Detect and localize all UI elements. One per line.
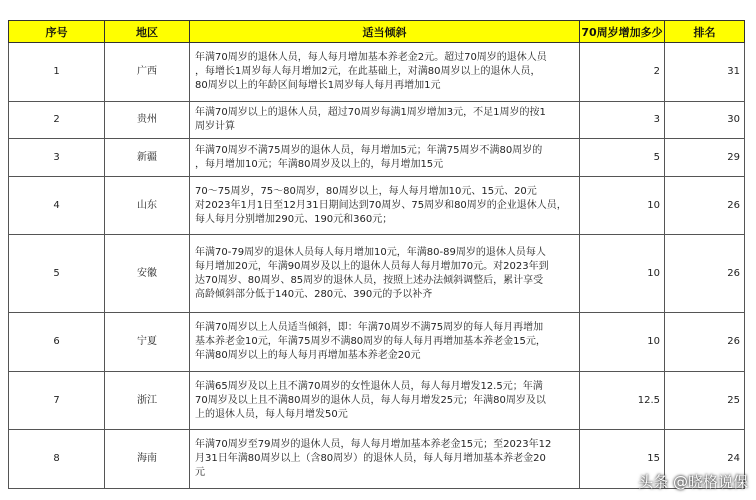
policy-line: 上的退休人员，每人每月增发50元 <box>195 408 348 420</box>
row-increase: 2 <box>580 43 665 102</box>
row-region: 浙江 <box>105 372 190 430</box>
policy-line: 每月增加20元，年满90周岁及以上的退休人员每人每月增加70元。对2023年到 <box>195 260 549 272</box>
policy-line: 高龄倾斜部分低于140元、280元、390元的予以补齐 <box>195 288 433 300</box>
header-region: 地区 <box>105 21 190 43</box>
row-rank: 30 <box>665 102 745 139</box>
row-region: 海南 <box>105 430 190 489</box>
row-region: 贵州 <box>105 102 190 139</box>
watermark: 头条 @晓格说保 <box>638 473 748 491</box>
policy-line: 元 <box>195 467 205 478</box>
policy-line: 70～75周岁，75～80周岁，80周岁以上，每人每月增加10元、15元、20元 <box>195 185 537 197</box>
row-rank: 25 <box>665 372 745 430</box>
row-increase: 5 <box>580 139 665 177</box>
row-policy <box>190 102 580 139</box>
policy-line: 年满70周岁至79周岁的退休人员，每人每月增加基本养老金15元；至2023年12 <box>195 439 552 450</box>
pension-table <box>8 20 745 489</box>
row-policy <box>190 235 580 313</box>
header-increase: 70周岁增加多少 <box>580 21 665 43</box>
policy-line: 年满70周岁以上的退休人员，超过70周岁每满1周岁增加3元，不足1周岁的按1 <box>195 107 546 118</box>
table-row <box>9 102 745 139</box>
row-no: 3 <box>9 139 105 177</box>
policy-line: 周岁计算 <box>195 121 235 132</box>
row-increase: 10 <box>580 235 665 313</box>
policy-line: ，每增长1周岁每人每月增加2元，在此基础上，对满80周岁以上的退休人员， <box>195 66 541 77</box>
row-region: 宁夏 <box>105 313 190 372</box>
policy-line: 年满70-79周岁的退休人员每人每月增加10元，年满80-89周岁的退休人员每人 <box>195 246 546 258</box>
row-region: 广西 <box>105 43 190 102</box>
policy-line: 年满65周岁及以上且不满70周岁的女性退休人员，每人每月增发12.5元；年满 <box>195 380 543 392</box>
row-no: 8 <box>9 430 105 489</box>
table-row <box>9 372 745 430</box>
row-region: 山东 <box>105 177 190 235</box>
header-rank: 排名 <box>665 21 745 43</box>
row-increase: 10 <box>580 313 665 372</box>
row-no: 5 <box>9 235 105 313</box>
row-rank: 26 <box>665 177 745 235</box>
policy-line: 70周岁及以上且不满80周岁的退休人员，每人每月增发25元；年满80周岁及以 <box>195 394 546 406</box>
row-rank: 29 <box>665 139 745 177</box>
row-no: 4 <box>9 177 105 235</box>
policy-line: ，每月增加10元；年满80周岁及以上的，每月增加15元 <box>195 158 444 170</box>
row-increase: 3 <box>580 102 665 139</box>
row-increase: 10 <box>580 177 665 235</box>
row-policy <box>190 43 580 102</box>
row-policy <box>190 139 580 177</box>
table-row <box>9 177 745 235</box>
row-no: 6 <box>9 313 105 372</box>
row-rank: 31 <box>665 43 745 102</box>
policy-line: 年满70周岁不满75周岁的退休人员，每月增加5元；年满75周岁不满80周岁的 <box>195 144 543 156</box>
row-no: 1 <box>9 43 105 102</box>
policy-line: 80周岁以上的年龄区间每增长1周岁每人每月再增加1元 <box>195 80 441 91</box>
policy-line: 达70周岁、80周岁、85周岁的退休人员，按照上述办法倾斜调整后，累计享受 <box>195 274 544 286</box>
row-rank: 26 <box>665 235 745 313</box>
policy-line: 年满70周岁的退休人员，每人每月增加基本养老金2元。超过70周岁的退休人员 <box>195 52 547 63</box>
row-rank: 26 <box>665 313 745 372</box>
row-policy <box>190 313 580 372</box>
header-no: 序号 <box>9 21 105 43</box>
header-policy: 适当倾斜 <box>190 21 580 43</box>
table-row <box>9 235 745 313</box>
table-row <box>9 430 745 489</box>
policy-line: 每人每月分别增加290元、190元和360元； <box>195 213 393 225</box>
row-no: 2 <box>9 102 105 139</box>
row-region: 新疆 <box>105 139 190 177</box>
policy-line: 月31日年满80周岁以上（含80周岁）的退休人员，每人每月增加基本养老金20 <box>195 453 546 464</box>
table-row <box>9 313 745 372</box>
row-policy <box>190 372 580 430</box>
policy-line: 基本养老金10元，年满75周岁不满80周岁的每人每月再增加基本养老金15元， <box>195 336 546 347</box>
row-policy <box>190 177 580 235</box>
table-row <box>9 43 745 102</box>
policy-line: 年满70周岁以上人员适当倾斜，即：年满70周岁不满75周岁的每人每月再增加 <box>195 322 544 333</box>
row-policy <box>190 430 580 489</box>
row-region: 安徽 <box>105 235 190 313</box>
row-increase: 12.5 <box>580 372 665 430</box>
policy-line: 对2023年1月1日至12月31日期间达到70周岁、75周岁和80周岁的企业退休人员， <box>195 199 567 211</box>
table-row <box>9 139 745 177</box>
policy-line: 年满80周岁以上的每人每月再增加基本养老金20元 <box>195 350 421 361</box>
row-rank: 24 <box>665 430 745 489</box>
row-no: 7 <box>9 372 105 430</box>
row-increase: 15 <box>580 430 665 489</box>
header-row <box>9 21 745 43</box>
